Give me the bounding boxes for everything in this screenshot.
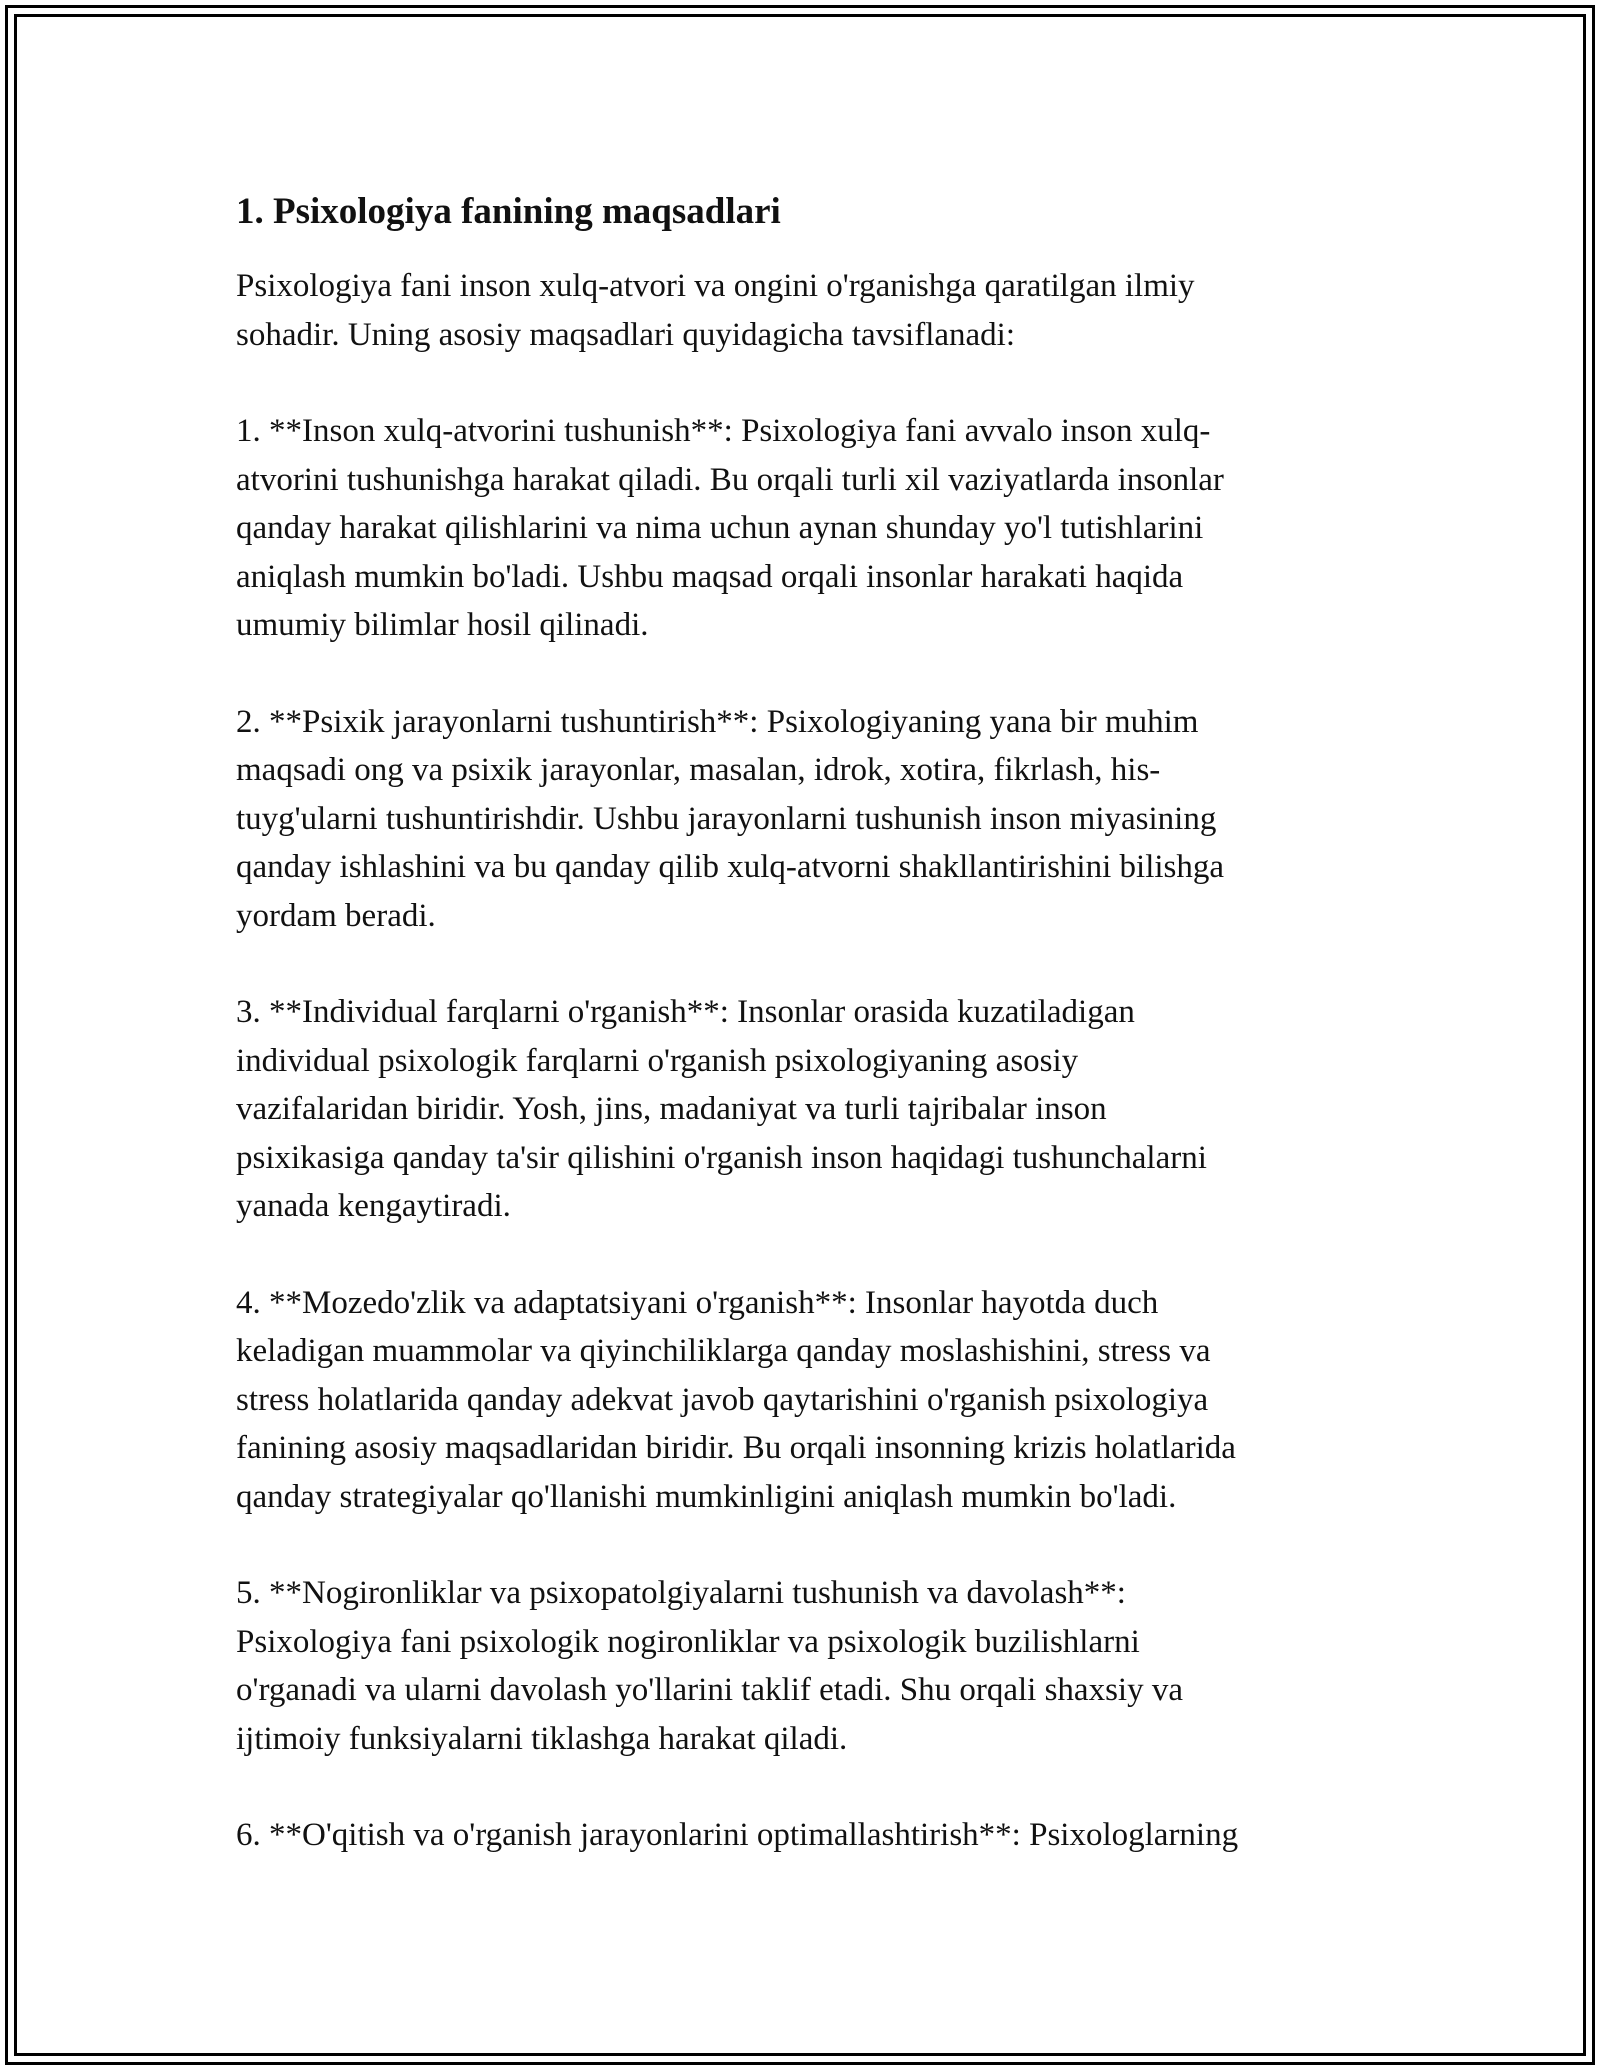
list-item: 2. **Psixik jarayonlarni tushuntirish**: Psixologiyaning yana bir muhim maqsadi ong va psixik jarayonlar, masalan, idrok, xotira, fikrlash, his- tuyg'ularni tushuntirishdir. Ushbu jarayonlarni tushunish inson miyasining qanday ishlashini va bu qanday qilib xulq-atvorni shakllantirishini bilishga yordam beradi. [236, 703, 1225, 934]
document-body [236, 188, 1366, 1908]
list-item: 5. **Nogironliklar va psixopatolgiyalarni tushunish va davolash**: Psixologiya fani psixologik nogironliklar va psixologik buzilishlarni o'rganadi va ularni davolash yo'llarini taklif etadi. Shu orqali shaxsiy va ijtimoiy funksiyalarni tiklashga harakat qiladi. [236, 1575, 1183, 1757]
list-item: 4. **Mozedo'zlik va adaptatsiyani o'rganish**: Insonlar hayotda duch keladigan muammolar va qiyinchiliklarga qanday moslashishini, stress va stress holatlarida qanday adekvat javob qaytarishini o'rganish psixologiya fanining asosiy maqsadlaridan biridir. Bu orqali insonning krizis holatlarida qanday strategiyalar qo'llanishi mumkinligini aniqlash mumkin bo'ladi. [236, 1284, 1236, 1515]
list-item: 6. **O'qitish va o'rganish jarayonlarini optimallashtirish**: Psixologlarning [236, 1817, 1239, 1854]
list-item: 3. **Individual farqlarni o'rganish**: Insonlar orasida kuzatiladigan individual psixologik farqlarni o'rganish psixologiyaning asosiy vazifalaridan biridir. Yosh, jins, madaniyat va turli tajribalar inson psixikasiga qanday ta'sir qilishini o'rganish inson haqidagi tushunchalarni yanada kengaytiradi. [236, 994, 1207, 1225]
document-title: 1. Psixologiya fanining maqsadlari [236, 191, 781, 232]
list-item: 1. **Inson xulq-atvorini tushunish**: Psixologiya fani avvalo inson xulq- atvorini tushunishga harakat qiladi. Bu orqali turli xil vaziyatlarda insonlar qanday harakat qilishlarini va nima uchun aynan shunday yo'l tutishlarini aniqlash mumkin bo'ladi. Ushbu maqsad orqali insonlar harakati haqida umumiy bilimlar hosil qilinadi. [236, 413, 1224, 644]
intro-paragraph: Psixologiya fani inson xulq-atvori va ongini o'rganishga qaratilgan ilmiy sohadir. Uning asosiy maqsadlari quyidagicha tavsiflanadi: [236, 268, 1195, 353]
